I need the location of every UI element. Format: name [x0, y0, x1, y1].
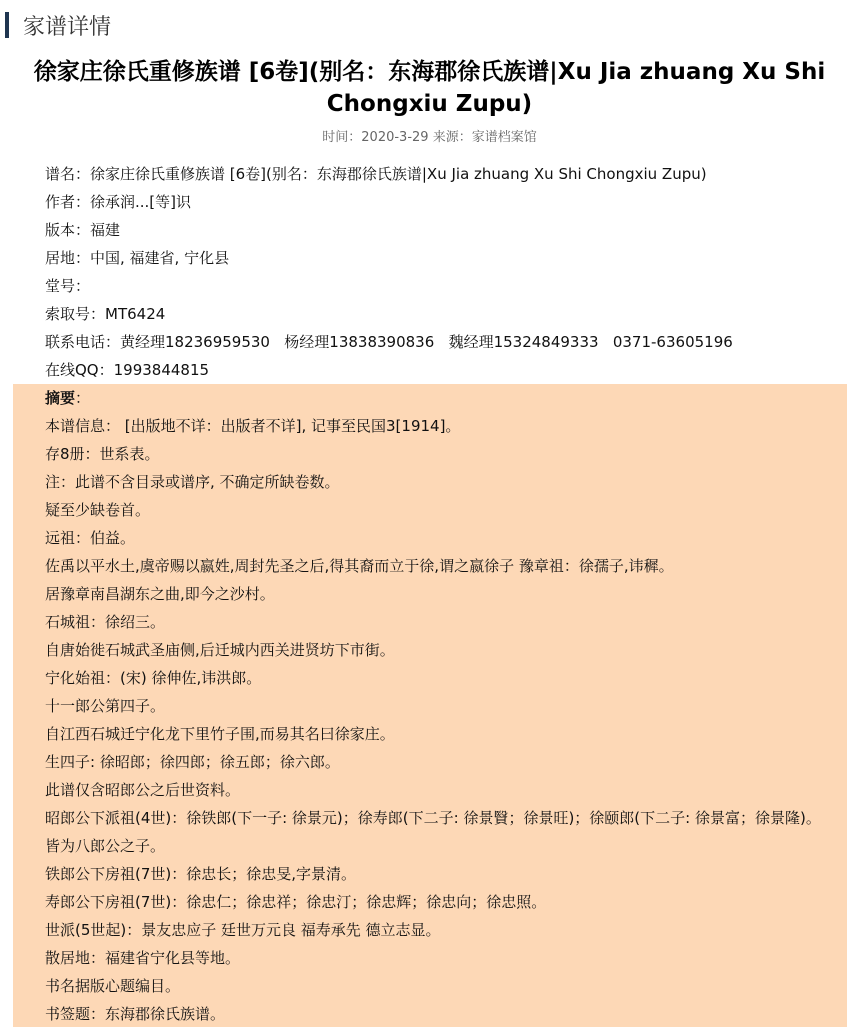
summary-line: 书名据版心题编目。	[45, 977, 181, 995]
info-list	[45, 160, 733, 384]
summary-line: 寿郎公下房祖(7世)：徐忠仁；徐忠祥；徐忠汀；徐忠辉；徐忠向；徐忠照。	[45, 893, 547, 911]
summary-line: 皆为八郎公之子。	[45, 837, 166, 855]
summary-heading	[45, 384, 847, 412]
summary-line: 散居地：福建省宁化县等地。	[45, 949, 241, 967]
article-title: 徐家庄徐氏重修族谱 [6卷](别名：东海郡徐氏族谱|Xu Jia zhuang Xu Shi Chongxiu Zupu)	[33, 59, 826, 117]
summary-line: 宁化始祖：(宋) 徐伸佐,讳洪郎。	[45, 669, 262, 687]
summary-line: 存8册：世系表。	[45, 445, 160, 463]
summary-line: 疑至少缺卷首。	[45, 501, 151, 519]
info-hall: 堂号：	[45, 277, 91, 295]
summary-line: 十一郎公第四子。	[45, 697, 166, 715]
section-title: 家谱详情	[23, 14, 112, 40]
summary-line: 世派(5世起)：景友忠应子 廷世万元良 福寿承先 德立志显。	[45, 921, 441, 939]
info-author: 作者：徐承润...[等]识	[45, 193, 192, 211]
info-call-number: 索取号：MT6424	[45, 305, 166, 323]
summary-line: 佐禹以平水土,虞帝赐以嬴姓,周封先圣之后,得其裔而立于徐,谓之嬴徐子 豫章祖：徐孺子,讳穉。	[45, 557, 674, 575]
summary-line: 此谱仅含昭郎公之后世资料。	[45, 781, 241, 799]
summary-line: 书签题：东海郡徐氏族谱。	[45, 1005, 226, 1023]
info-qq: 在线QQ：1993844815	[45, 361, 210, 379]
section-header	[5, 10, 111, 40]
summary-line: 注：此谱不含目录或谱序, 不确定所缺卷数。	[45, 473, 340, 491]
header-accent-bar	[5, 12, 9, 38]
article-meta: 时间：2020-3-29 来源：家谱档案馆	[322, 130, 537, 145]
summary-line: 远祖：伯益。	[45, 529, 136, 547]
info-name: 谱名：徐家庄徐氏重修族谱 [6卷](别名：东海郡徐氏族谱|Xu Jia zhuang Xu Shi Chongxiu Zupu)	[45, 165, 707, 183]
summary-box	[13, 384, 847, 1027]
summary-line: 居豫章南昌湖东之曲,即今之沙村。	[45, 585, 275, 603]
summary-line: 自唐始徙石城武圣庙侧,后迁城内西关进贤坊下市街。	[45, 641, 395, 659]
summary-line: 自江西石城迁宁化龙下里竹子围,而易其名曰徐家庄。	[45, 725, 395, 743]
summary-line: 石城祖：徐绍三。	[45, 613, 166, 631]
summary-line: 生四子: 徐昭郎；徐四郎；徐五郎；徐六郎。	[45, 753, 340, 771]
info-edition: 版本：福建	[45, 221, 121, 239]
summary-colon: ：	[75, 389, 91, 407]
summary-line: 本谱信息： [出版地不详：出版者不详], 记事至民国3[1914]。	[45, 417, 461, 435]
summary-line: 铁郎公下房祖(7世)：徐忠长；徐忠旻,字景清。	[45, 865, 357, 883]
info-phone: 联系电话：黄经理18236959530 杨经理13838390836 魏经理15324849333 0371-63605196	[45, 333, 733, 351]
info-residence: 居地：中国, 福建省, 宁化县	[45, 249, 230, 267]
summary-label: 摘要	[45, 389, 76, 407]
summary-line: 昭郎公下派祖(4世)：徐铁郎(下一子: 徐景元)；徐寿郎(下二子: 徐景贀；徐景旺)；徐颐郎(下二子: 徐景富；徐景隆)。	[45, 809, 821, 827]
